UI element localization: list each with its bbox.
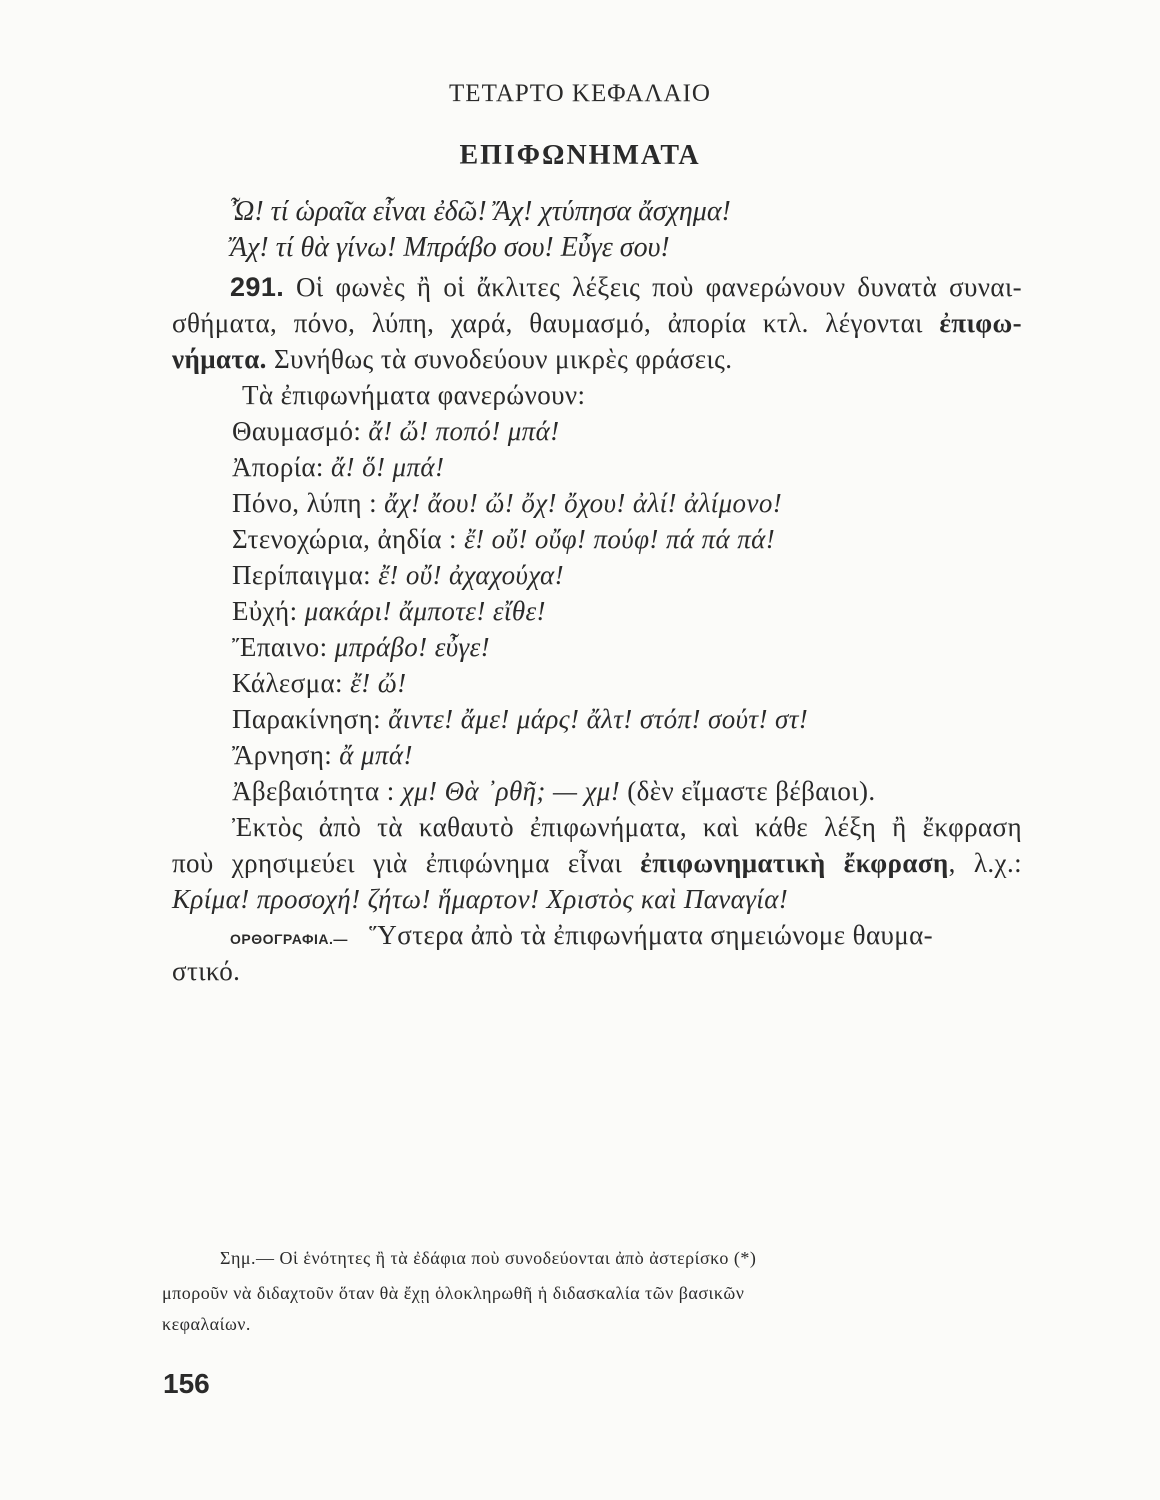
category-item [232,452,444,483]
category-item [232,668,407,699]
uncertainty-note: (δὲν εἴμαστε βέβαιοι). [620,776,876,806]
category-label: Ἄρνηση: [232,740,340,770]
category-examples: ἔ! οὔ! οὔφ! πούφ! πά πά πά! [464,524,776,554]
category-examples: μακάρι! ἄμποτε! εἴθε! [304,596,546,626]
footnote-line-3: κεφαλαίων. [162,1314,251,1334]
category-examples: ἄ! ὤ! ποπό! μπά! [368,416,560,446]
category-examples: χμ! Θὰ ᾽ρθῆ; — χμ! [401,776,621,806]
categories-intro: Τὰ ἐπιφωνήματα φανερώνουν: [242,380,586,410]
footnote-line-2: μποροῦν νὰ διδαχτοῦν ὅταν θὰ ἔχῃ ὁλοκληρωθῆ ἡ διδασκαλία τῶν βασικῶν [162,1283,745,1303]
section-line-2-text: σθήματα, πόνο, λύπη, χαρά, θαυμασμό, ἀπορία κτλ. λέγονται [172,308,940,338]
term-interjections-part1: ἐπιφω- [939,308,1022,338]
term-interjectional-expression: ἐπιφωνηματικὴ ἔκφραση [640,848,949,878]
example-line-2: Ἄχ! τί θὰ γίνω! Μπράβο σου! Εὖγε σου! [230,232,670,263]
orthography-text: Ὕστερα ἀπὸ τὰ ἐπιφωνήματα σημειώνομε θαυμα- [369,920,934,950]
category-item [232,704,808,735]
category-item [232,560,564,591]
besides-line-2-text: ποὺ χρησιμεύει γιὰ ἐπιφώνημα εἶναι [172,848,641,878]
page-number: 156 [163,1368,210,1399]
category-label: Κάλεσμα: [232,668,351,698]
orthography-line-1 [230,920,933,951]
category-label: Θαυμασμό: [232,416,369,446]
section-number: 291. [230,272,285,302]
category-item [232,524,775,555]
term-interjections-part2: νήματα. [172,344,267,374]
section-line-3-text: Συνήθως τὰ συνοδεύουν μικρὲς φράσεις. [266,344,733,374]
category-examples: ἄ! ὅ! μπά! [330,452,445,482]
chapter-heading: ΤΕΤΑΡΤΟ ΚΕΦΑΛΑΙΟ [449,80,711,107]
category-examples: ἄ μπά! [339,740,413,770]
besides-line-2-tail: , λ.χ.: [948,848,1022,878]
category-examples: ἄιντε! ἄμε! μάρς! ἄλτ! στόπ! σούτ! στ! [388,704,809,734]
category-label: Ἔπαινο: [232,632,335,662]
orthography-line-2: στικό. [172,956,241,986]
category-item [232,416,560,447]
page-title: ΕΠΙΦΩΝΗΜΑΤΑ [459,140,701,171]
besides-line-1: Ἐκτὸς ἀπὸ τὰ καθαυτὸ ἐπιφωνήματα, καὶ κάθε λέξη ἢ ἔκφραση [232,812,1022,842]
example-line-1: Ὦ! τί ὡραῖα εἶναι ἐδῶ! Ἄχ! χτύπησα ἄσχημα! [230,196,731,227]
category-examples: μπράβο! εὖγε! [334,632,491,662]
category-item [232,632,490,663]
section-291-line-2 [172,308,1022,339]
category-item [232,596,546,627]
category-item [232,740,413,771]
category-examples: ἔ! ὤ! [350,668,407,698]
category-examples: ἔ! οὔ! ἀχαχούχα! [378,560,564,590]
besides-line-2 [172,848,1022,879]
category-label: Στενοχώρια, ἀηδία : [232,524,465,554]
category-label: Παρακίνηση: [232,704,389,734]
category-label: Ἀπορία: [232,452,331,482]
besides-examples: Κρίμα! προσοχή! ζήτω! ἥμαρτον! Χριστὸς καὶ Παναγία! [172,884,789,914]
category-label: Πόνο, λύπη : [232,488,385,518]
section-291-line-1 [230,272,1022,303]
category-examples: ἄχ! ἄου! ὤ! ὄχ! ὄχου! ἀλί! ἀλίμονο! [384,488,783,518]
footnote-line-1: Σημ.— Οἱ ἑνότητες ἢ τὰ ἐδάφια ποὺ συνοδεύονται ἀπὸ ἀστερίσκο (*) [220,1248,757,1268]
category-item-uncertainty [232,776,876,807]
section-291-line-3 [172,344,732,375]
category-label: Εὐχή: [232,596,305,626]
category-label: Ἀβεβαιότητα : [232,776,402,806]
orthography-label: ΟΡΘΟΓΡΑΦΙΑ.— [230,931,348,947]
category-item [232,488,782,519]
category-label: Περίπαιγμα: [232,560,379,590]
section-line-1-text: Οἱ φωνὲς ἢ οἱ ἄκλιτες λέξεις ποὺ φανερώνουν δυνατὰ συναι- [296,272,1022,302]
